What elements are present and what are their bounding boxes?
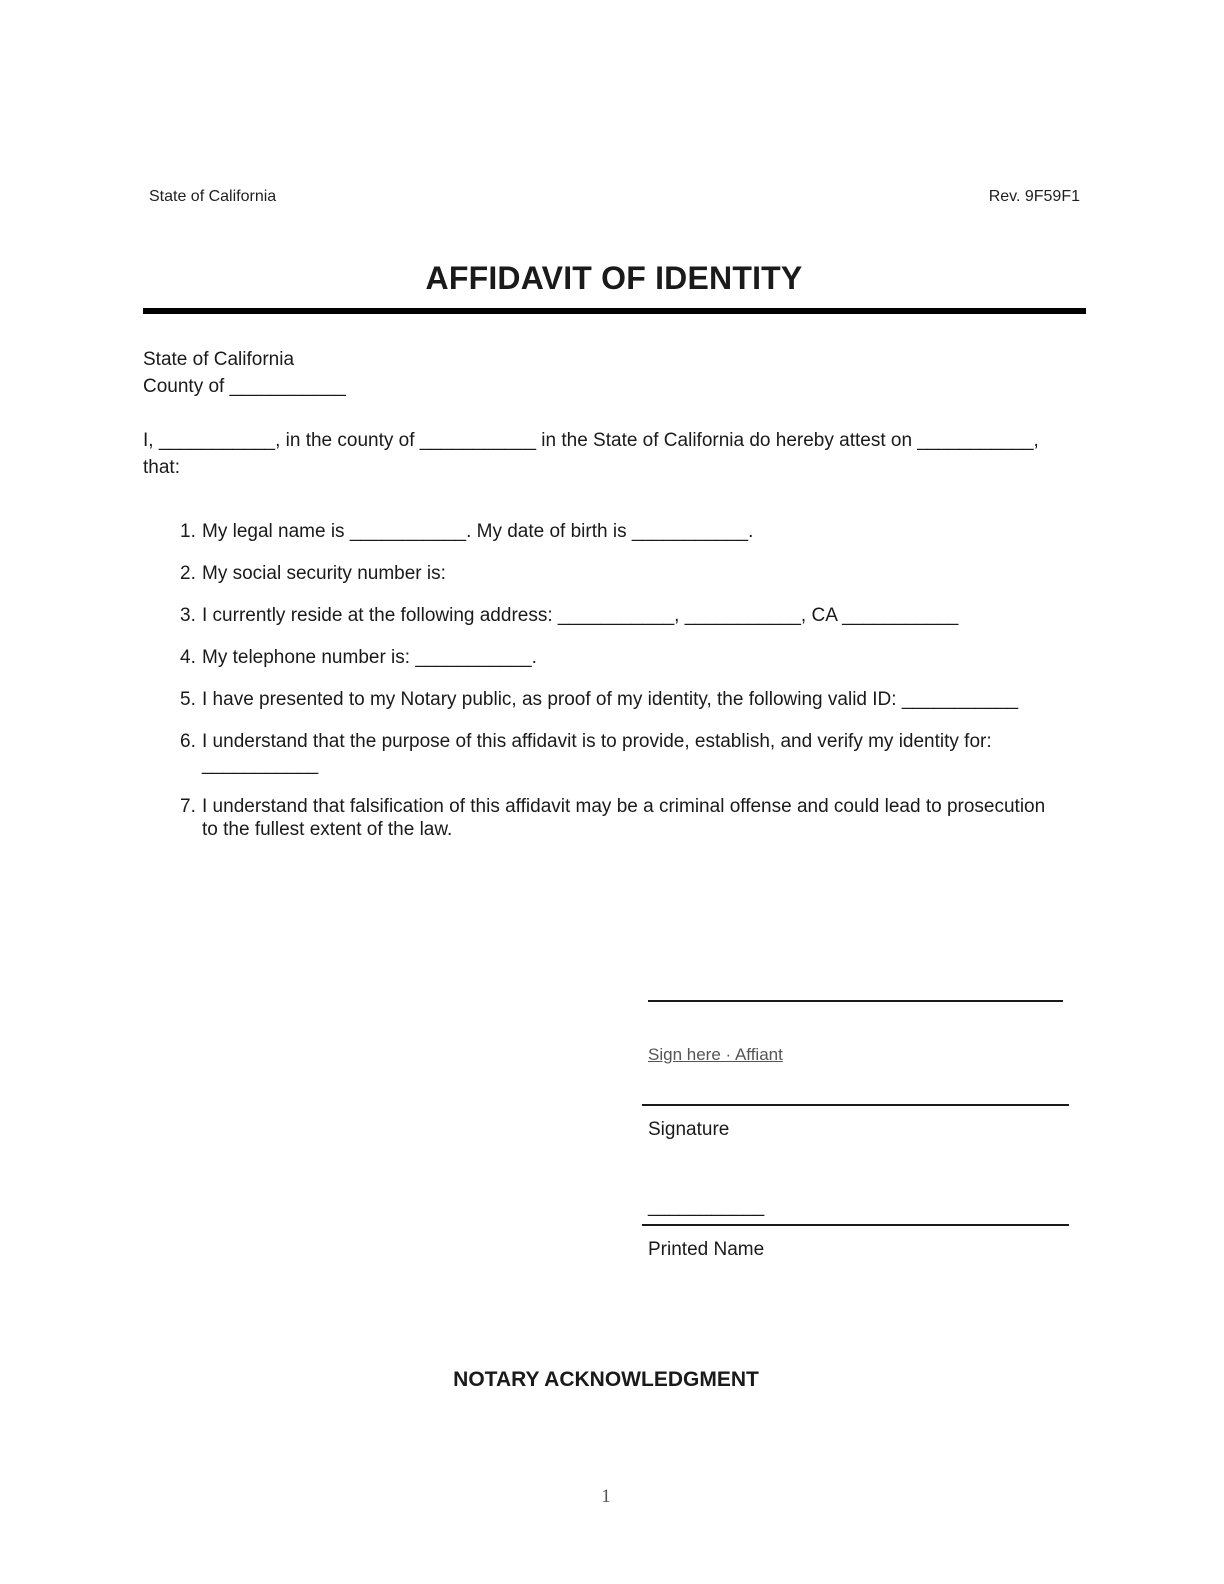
header-state: State of California xyxy=(149,188,277,205)
list-item-2 xyxy=(143,562,1083,585)
item-text: I have presented to my Notary public, as proof of my identity, the following valid ID: ___________ xyxy=(202,689,1019,710)
item-text-continued: to the fullest extent of the law. xyxy=(202,819,453,840)
item-text: My social security number is: xyxy=(202,563,446,584)
signature-line xyxy=(642,1104,1069,1106)
signature-label: Signature xyxy=(648,1119,730,1140)
page-number: 1 xyxy=(601,1486,611,1507)
printed-name-label: Printed Name xyxy=(648,1239,765,1260)
printed-name-blank[interactable]: ___________ xyxy=(648,1196,765,1217)
item-number: 5. xyxy=(180,689,196,710)
signature-top-line xyxy=(648,1000,1063,1002)
list-item-7 xyxy=(143,795,1083,841)
item-text: I currently reside at the following address: ___________, ___________, CA ___________ xyxy=(202,605,959,626)
list-item-6 xyxy=(143,730,1083,776)
list-item-3 xyxy=(143,604,1083,627)
attestation-line-1: I, ___________, in the county of ___________ in the State of California do hereby attest on ___________, xyxy=(143,430,1039,451)
notary-heading: NOTARY ACKNOWLEDGMENT xyxy=(453,1368,759,1391)
item-text: My telephone number is: ___________. xyxy=(202,647,537,668)
item-text: I understand that the purpose of this affidavit is to provide, establish, and verify my identity for: xyxy=(202,731,992,752)
header-revision: Rev. 9F59F1 xyxy=(988,188,1080,205)
item-number: 3. xyxy=(180,605,196,626)
item-text: My legal name is ___________. My date of birth is ___________. xyxy=(202,521,754,542)
item-text-continued: ___________ xyxy=(202,754,319,775)
title-rule xyxy=(143,308,1086,314)
item-number: 2. xyxy=(180,563,196,584)
printed-name-line xyxy=(642,1224,1069,1226)
list-item-1 xyxy=(143,520,1083,543)
attestation-paragraph xyxy=(143,427,1083,481)
item-number: 6. xyxy=(180,731,196,752)
item-number: 7. xyxy=(180,796,196,817)
venue-state: State of California xyxy=(143,349,295,370)
document-title: AFFIDAVIT OF IDENTITY xyxy=(425,260,803,296)
venue-county: County of ___________ xyxy=(143,376,346,397)
attestation-line-2: that: xyxy=(143,457,180,478)
item-number: 4. xyxy=(180,647,196,668)
item-number: 1. xyxy=(180,521,196,542)
sign-here-link[interactable]: Sign here · Affiant xyxy=(648,1045,783,1064)
item-text: I understand that falsification of this affidavit may be a criminal offense and could lead to prosecution xyxy=(202,796,1046,817)
list-item-5 xyxy=(143,688,1083,711)
list-item-4 xyxy=(143,646,1083,669)
attestation-list xyxy=(143,520,1083,860)
